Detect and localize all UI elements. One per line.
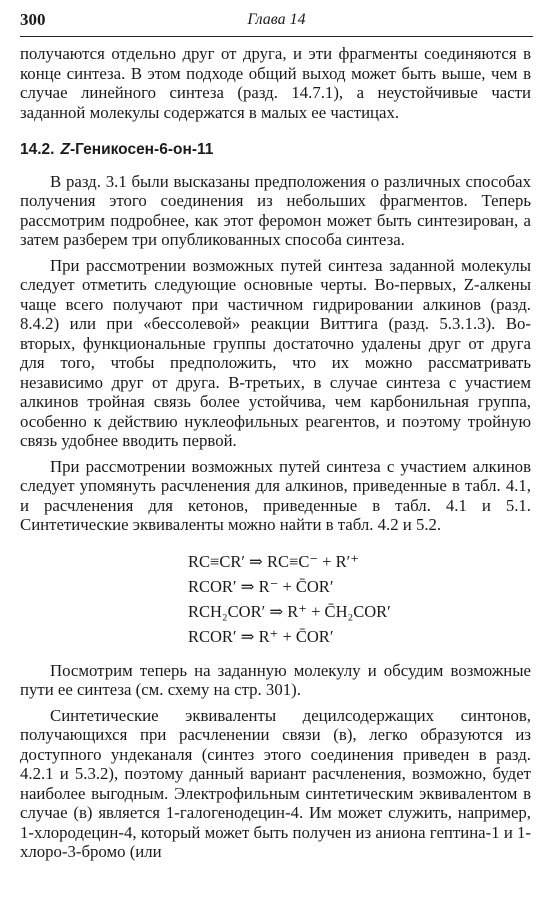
page-header xyxy=(20,10,533,36)
running-head: Глава 14 xyxy=(247,11,306,28)
formula-2: RCOR′ ⇒ R⁻ + C̄OR′ xyxy=(188,576,334,596)
formula-3: RCH₂COR′ ⇒ R⁺ + C̄H₂COR′ xyxy=(188,601,391,621)
paragraph-2: При рассмотрении возможных путей синтеза заданной молекулы следует отметить следующие основные черты. Во-первых, Z-алкены чаще всего получают при частичном гидрировании алкинов (разд. 8.4.2) или при «бессолевой» реакции Виттига (разд. 5.3.1.3). Во-вторых, функциональные группы достаточно удалены друг от друга для того, чтобы предположить, что их можно рассматривать независимо друг от друга. В-третьих, в случае синтеза с участием алкинов тройная связь более устойчива, чем карбонильная группа, особенно к действию нуклеофильных реагентов, и поэтому тройную связь удобнее вводить первой. xyxy=(20,255,531,450)
section-number: 14.2. xyxy=(20,141,55,158)
formula-4: RCOR′ ⇒ R⁺ + C̄OR′ xyxy=(188,626,334,646)
formula-1: RC≡CR′ ⇒ RC≡C⁻ + R′⁺ xyxy=(188,551,359,571)
formula-block xyxy=(188,549,531,649)
paragraph-3: При рассмотрении возможных путей синтеза с участием алкинов следует упомянуть расчленения для алкинов, приведенные в табл. 4.1, и расчленения для кетонов, приведенные в табл. 4.1 и 5.1. Синтетические эквиваленты можно найти в табл. 4.2 и 5.2. xyxy=(20,456,531,534)
paragraph-1: В разд. 3.1 были высказаны предположения о различных способах получения этого соединения из небольших фрагментов. Теперь рассмотрим подробнее, как этот феромон может быть синтезирован, а затем разберем три опубликованных способа синтеза. xyxy=(20,171,531,249)
section-heading xyxy=(20,140,531,160)
paragraph-4: Посмотрим теперь на заданную молекулу и обсудим возможные пути ее синтеза (см. схему на стр. 301). xyxy=(20,660,531,699)
section-title: -Геникосен-6-он-11 xyxy=(69,141,214,158)
section-title-italic: Z xyxy=(60,141,70,158)
paragraph-5: Синтетические эквиваленты децилсодержащих синтонов, получающихся при расчленении связи (в), легко образуются из доступного ундеканаля (синтез этого соединения приведен в разд. 4.2.1 и 5.3.2), поэтому данный вариант расчленения, возможно, будет наиболее выгодным. Электрофильным синтетическим эквивалентом в случае (в) является 1-галогенодецин-4. Им может служить, например, 1-хлородецин-4, который может быть получен из аниона гептина-1 и 1-хлоро-3-бромо (или xyxy=(20,705,531,861)
paragraph-top: получаются отдельно друг от друга, и эти фрагменты соединяются в конце синтеза. В этом подходе общий выход может быть выше, чем в случае линейного синтеза (разд. 14.7.1), а неустойчивые части заданной молекулы содержатся в малых ее частицах. xyxy=(20,44,531,122)
page-body xyxy=(20,44,531,862)
header-rule xyxy=(20,36,533,37)
page-number: 300 xyxy=(20,10,46,29)
